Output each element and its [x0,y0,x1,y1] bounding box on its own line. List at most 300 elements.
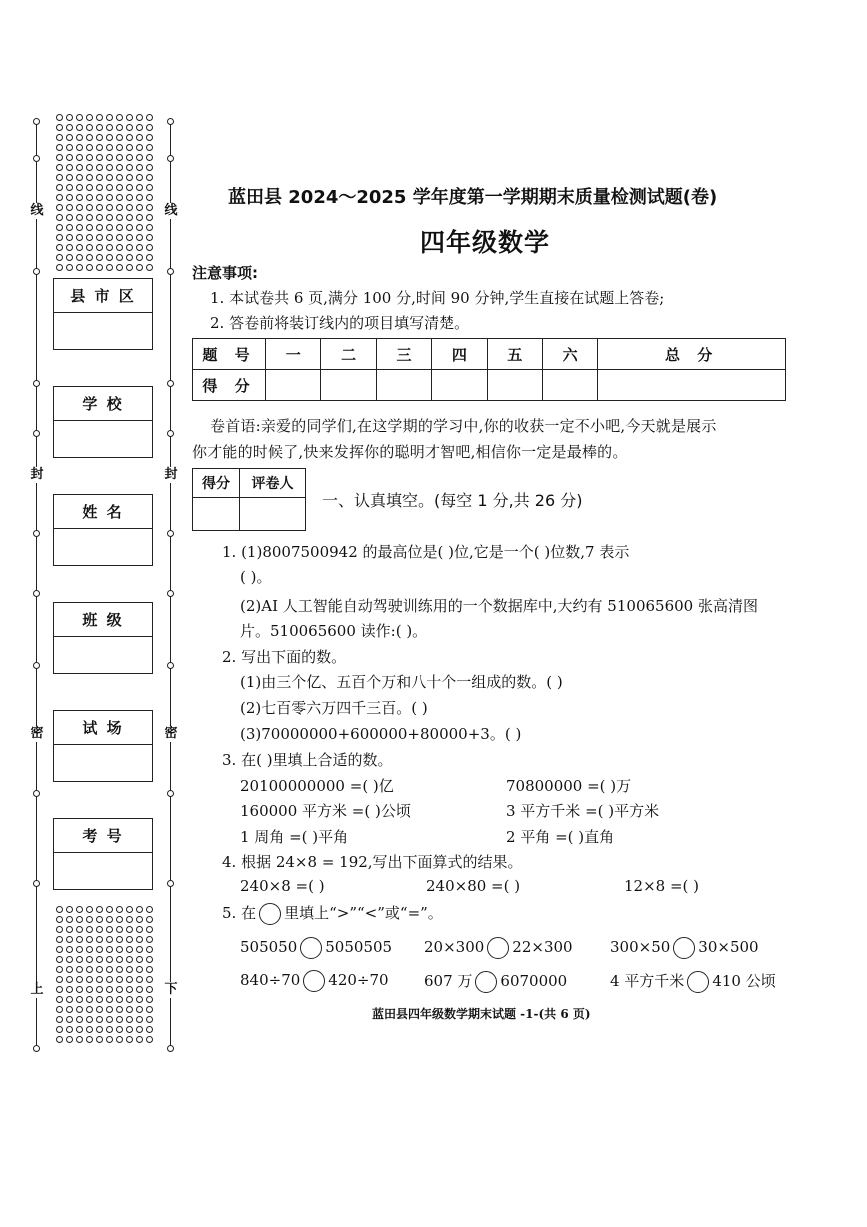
binding-dot [146,244,153,251]
binding-dot [56,966,63,973]
table-cell: 五 [487,339,542,370]
question-line: 240×80 =( ) [426,877,521,895]
binding-dot [126,926,133,933]
binding-dot [86,986,93,993]
section-title: 一、认真填空。(每空 1 分,共 26 分) [322,491,583,510]
binding-dot [106,154,113,161]
binding-dot [96,234,103,241]
note-item: 2. 答卷前将装订线内的项目填写清楚。 [210,314,470,332]
binding-dot [136,174,143,181]
binding-dot [126,254,133,261]
binding-dot [56,204,63,211]
question-line: 1 周角 =( )平角 [240,828,349,846]
binding-dot [136,966,143,973]
binding-dot [106,916,113,923]
binding-dot [126,234,133,241]
compare-circle[interactable] [487,937,509,959]
binding-dot [66,184,73,191]
line-circle [167,268,174,275]
table-row [193,469,306,498]
binding-dot [96,1026,103,1033]
dot-grid-top [56,114,153,271]
compare-circle[interactable] [300,937,322,959]
field-label: 姓 名 [54,495,152,529]
binding-line-right [170,118,171,1052]
binding-dot [66,966,73,973]
binding-dot [96,956,103,963]
compare-item [610,970,776,993]
binding-dot [96,114,103,121]
binding-dot [66,224,73,231]
binding-dot [106,1006,113,1013]
binding-dot [76,124,83,131]
binding-dot [56,164,63,171]
binding-dot [86,926,93,933]
binding-dot [146,986,153,993]
binding-dot [96,966,103,973]
side-char-xian-left: 线 [30,203,44,218]
binding-dot [76,986,83,993]
binding-dot [56,946,63,953]
binding-dot [146,976,153,983]
binding-dot [56,926,63,933]
compare-right: 22×300 [512,938,573,956]
line-circle [33,590,40,597]
line-circle [33,662,40,669]
binding-dot [96,254,103,261]
binding-dot [146,194,153,201]
binding-dot [126,244,133,251]
line-circle [167,590,174,597]
binding-dot [116,124,123,131]
table-cell: 总 分 [598,339,786,370]
binding-dot [56,114,63,121]
binding-dot [136,124,143,131]
binding-dot [56,124,63,131]
binding-dot [126,906,133,913]
binding-dot [96,174,103,181]
binding-dot [66,264,73,271]
binding-dot [56,956,63,963]
side-char-mi-right: 密 [164,726,178,741]
binding-dot [146,134,153,141]
binding-dot [106,144,113,151]
score-cell[interactable] [598,370,786,401]
binding-dot [76,264,83,271]
binding-dot [136,204,143,211]
binding-dot [146,916,153,923]
binding-dot [116,244,123,251]
binding-dot [66,254,73,261]
binding-dot [146,124,153,131]
binding-dot [136,986,143,993]
binding-dot [96,124,103,131]
binding-dot [66,936,73,943]
side-char-shang-left: 上 [30,982,44,997]
compare-circle[interactable] [475,971,497,993]
binding-dot [56,906,63,913]
table-cell: 一 [266,339,321,370]
field-class[interactable] [53,602,153,674]
binding-dot [116,1016,123,1023]
binding-dot [96,986,103,993]
binding-dot [76,134,83,141]
side-char-xia-right: 下 [164,982,178,997]
table-cell: 二 [321,339,376,370]
binding-dot [96,1016,103,1023]
binding-dot [126,154,133,161]
binding-dot [146,224,153,231]
binding-dot [146,946,153,953]
binding-dot [86,916,93,923]
binding-dot [76,114,83,121]
binding-dot [86,254,93,261]
binding-dot [86,1036,93,1043]
binding-dot [106,946,113,953]
table-cell: 评卷人 [240,469,306,498]
question-line: ( )。 [240,568,272,586]
binding-dot [126,1036,133,1043]
binding-dot [86,184,93,191]
score-cell[interactable] [321,370,376,401]
binding-dot [56,214,63,221]
binding-dot [116,204,123,211]
binding-dot [76,916,83,923]
binding-dot [56,1006,63,1013]
binding-dot [116,254,123,261]
binding-dot [86,174,93,181]
binding-dot [136,956,143,963]
binding-dot [136,164,143,171]
binding-dot [56,184,63,191]
binding-dot [86,234,93,241]
question-text: 里填上“>”“<”或“=”。 [284,904,443,922]
binding-dot [76,244,83,251]
binding-dot [136,114,143,121]
binding-dot [86,906,93,913]
binding-dot [86,144,93,151]
binding-dot [66,906,73,913]
binding-dot [136,134,143,141]
binding-dot [126,114,133,121]
binding-dot [76,1016,83,1023]
binding-dot [116,986,123,993]
binding-dot [106,184,113,191]
binding-dot [126,986,133,993]
binding-dot [76,214,83,221]
binding-dot [146,956,153,963]
table-cell: 四 [432,339,487,370]
line-circle [33,1045,40,1052]
compare-item [240,937,392,959]
table-row [193,370,786,401]
question-line: 160000 平方米 =( )公顷 [240,802,411,820]
binding-dot [76,936,83,943]
binding-dot [136,1026,143,1033]
grader-cell[interactable] [240,498,306,531]
binding-dot [136,214,143,221]
binding-dot [136,976,143,983]
binding-dot [146,114,153,121]
binding-dot [126,976,133,983]
binding-dot [136,946,143,953]
binding-dot [96,946,103,953]
binding-dot [66,194,73,201]
line-circle [167,155,174,162]
compare-circle [259,903,281,925]
field-label: 学 校 [54,387,152,421]
binding-dot [106,114,113,121]
binding-dot [106,214,113,221]
binding-dot [56,976,63,983]
binding-dot [96,906,103,913]
binding-dot [136,1016,143,1023]
binding-dot [96,214,103,221]
binding-dot [66,124,73,131]
binding-dot [126,946,133,953]
binding-dot [136,916,143,923]
binding-dot [96,224,103,231]
question-line: (3)70000000+600000+80000+3。( ) [240,725,522,743]
binding-dot [126,916,133,923]
binding-dot [56,254,63,261]
binding-dot [76,204,83,211]
binding-dot [126,966,133,973]
binding-dot [76,996,83,1003]
field-label: 县 市 区 [54,279,152,313]
binding-dot [76,154,83,161]
binding-dot [106,976,113,983]
binding-dot [136,254,143,261]
binding-dot [126,124,133,131]
question-line: 70800000 =( )万 [506,777,632,795]
compare-circle[interactable] [303,970,325,992]
question-line: (2)七百零六万四千三百。( ) [240,699,428,717]
exam-subtitle: 四年级数学 [420,228,551,257]
compare-circle[interactable] [673,937,695,959]
binding-dot [86,1026,93,1033]
binding-dot [66,204,73,211]
score-cell[interactable] [432,370,487,401]
binding-dot [56,194,63,201]
question-line [222,902,443,925]
compare-left: 20×300 [424,938,485,956]
binding-dot [86,966,93,973]
exam-title: 蓝田县 2024～2025 学年度第一学期期末质量检测试题(卷) [228,187,718,208]
binding-dot [76,1026,83,1033]
binding-dot [106,254,113,261]
field-exam-number[interactable] [53,818,153,890]
binding-dot [146,234,153,241]
line-circle [167,790,174,797]
side-char-xian-right: 线 [164,203,178,218]
score-table [192,338,786,401]
binding-dot [56,224,63,231]
binding-dot [96,144,103,151]
binding-dot [56,916,63,923]
field-county[interactable] [53,278,153,350]
preface-line: 卷首语:亲爱的同学们,在这学期的学习中,你的收获一定不小吧,今天就是展示 [210,417,717,435]
binding-dot [96,244,103,251]
binding-dot [116,976,123,983]
dot-grid-bottom [56,906,153,1043]
binding-dot [96,1006,103,1013]
binding-dot [116,164,123,171]
binding-dot [126,936,133,943]
line-circle [167,880,174,887]
preface-line: 你才能的时候了,快来发挥你的聪明才智吧,相信你一定是最棒的。 [192,443,628,461]
binding-dot [86,956,93,963]
question-line: 4. 根据 24×8 = 192,写出下面算式的结果。 [222,853,523,871]
binding-line-left [36,118,37,1052]
binding-dot [106,194,113,201]
binding-dot [116,214,123,221]
binding-dot [106,224,113,231]
binding-dot [106,936,113,943]
binding-dot [146,144,153,151]
binding-dot [76,926,83,933]
binding-dot [56,134,63,141]
binding-dot [76,946,83,953]
binding-dot [96,264,103,271]
binding-dot [106,966,113,973]
binding-dot [76,184,83,191]
binding-dot [76,1006,83,1013]
score-cell[interactable] [487,370,542,401]
binding-dot [66,976,73,983]
binding-dot [106,134,113,141]
binding-dot [106,926,113,933]
binding-dot [106,174,113,181]
question-line: 1. (1)8007500942 的最高位是( )位,它是一个( )位数,7 表示 [222,543,630,561]
binding-dot [96,154,103,161]
binding-dot [86,946,93,953]
binding-dot [116,906,123,913]
compare-right: 410 公顷 [712,972,776,990]
binding-dot [56,234,63,241]
field-school[interactable] [53,386,153,458]
question-line: 12×8 =( ) [624,877,700,895]
line-circle [167,380,174,387]
binding-dot [136,1006,143,1013]
binding-dot [126,174,133,181]
binding-dot [66,214,73,221]
line-circle [33,155,40,162]
field-name[interactable] [53,494,153,566]
binding-dot [116,134,123,141]
question-line: (1)由三个亿、五百个万和八十个一组成的数。( ) [240,673,563,691]
binding-dot [76,164,83,171]
binding-dot [66,986,73,993]
binding-dot [116,1036,123,1043]
field-label: 班 级 [54,603,152,637]
binding-dot [146,264,153,271]
binding-dot [86,224,93,231]
binding-dot [66,134,73,141]
field-label: 试 场 [54,711,152,745]
binding-dot [86,164,93,171]
compare-left: 607 万 [424,972,473,990]
compare-circle[interactable] [687,971,709,993]
binding-dot [56,986,63,993]
field-label: 考 号 [54,819,152,853]
binding-dot [146,204,153,211]
binding-dot [136,906,143,913]
binding-dot [146,966,153,973]
field-exam-room[interactable] [53,710,153,782]
binding-dot [116,144,123,151]
binding-dot [96,204,103,211]
binding-dot [116,224,123,231]
binding-dot [136,1036,143,1043]
binding-dot [116,184,123,191]
binding-dot [76,966,83,973]
binding-dot [106,264,113,271]
table-cell: 得分 [193,469,240,498]
binding-dot [86,134,93,141]
binding-dot [56,154,63,161]
binding-dot [66,1036,73,1043]
binding-dot [96,164,103,171]
line-circle [33,380,40,387]
binding-dot [146,184,153,191]
binding-dot [96,976,103,983]
binding-dot [136,264,143,271]
question-line: 片。510065600 读作:( )。 [240,622,428,640]
line-circle [167,118,174,125]
binding-dot [126,184,133,191]
binding-dot [116,174,123,181]
binding-dot [126,1016,133,1023]
binding-dot [116,956,123,963]
binding-dot [126,224,133,231]
score-cell[interactable] [376,370,431,401]
binding-dot [66,244,73,251]
binding-dot [76,144,83,151]
binding-dot [136,184,143,191]
binding-dot [96,936,103,943]
binding-dot [136,926,143,933]
score-cell[interactable] [266,370,321,401]
binding-dot [56,1026,63,1033]
binding-dot [126,134,133,141]
page-footer: 蓝田县四年级数学期末试题 -1-(共 6 页) [372,1007,591,1021]
binding-dot [146,1016,153,1023]
binding-dot [86,264,93,271]
binding-dot [136,234,143,241]
binding-dot [126,204,133,211]
binding-dot [86,194,93,201]
binding-dot [146,1006,153,1013]
binding-dot [146,1026,153,1033]
compare-right: 30×500 [698,938,759,956]
binding-dot [146,1036,153,1043]
binding-dot [86,204,93,211]
binding-dot [66,996,73,1003]
score-cell[interactable] [193,498,240,531]
score-cell[interactable] [542,370,597,401]
binding-dot [76,906,83,913]
binding-dot [66,926,73,933]
table-row [193,339,786,370]
binding-dot [66,174,73,181]
note-item: 1. 本试卷共 6 页,满分 100 分,时间 90 分钟,学生直接在试题上答卷; [210,289,665,307]
binding-dot [66,916,73,923]
binding-dot [146,174,153,181]
line-circle [33,790,40,797]
binding-dot [86,244,93,251]
binding-dot [66,114,73,121]
